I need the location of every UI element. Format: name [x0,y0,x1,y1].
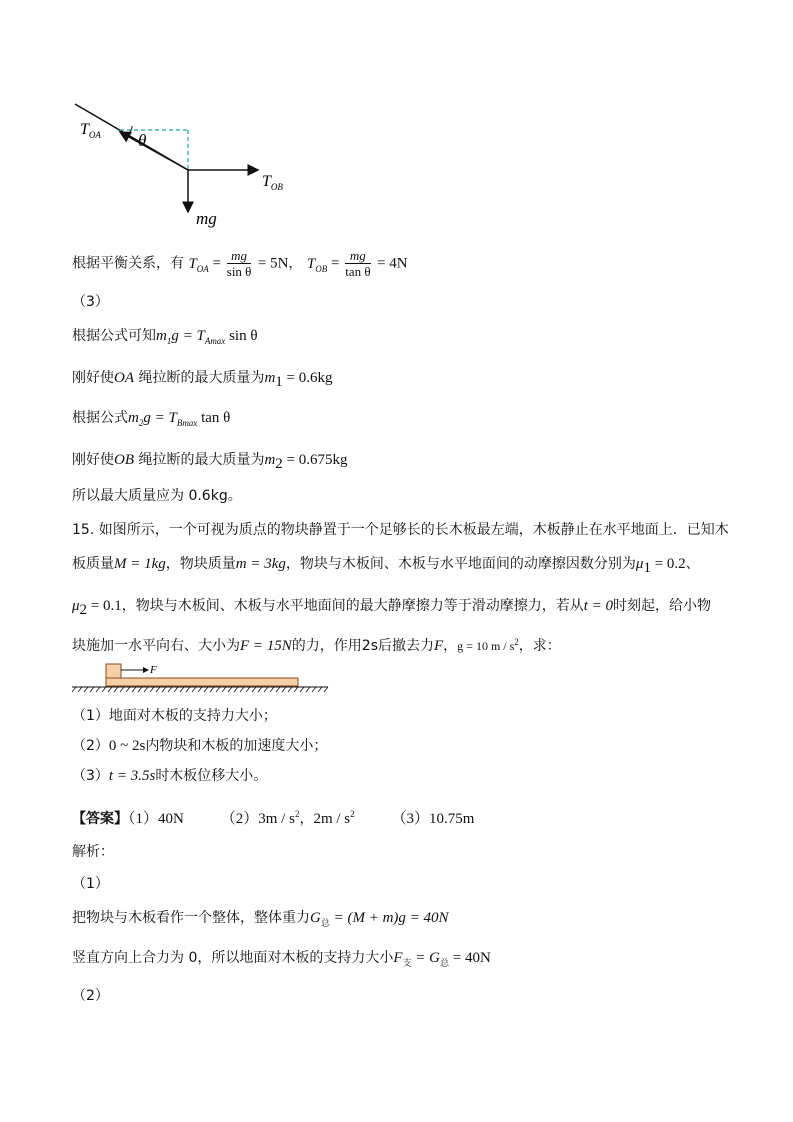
part3-line3: 根据公式$m_2g = T_{Bmax}$ tan θ [72,410,231,428]
q15-line2: 板质量M = 1kg，物块质量m = 3kg，物块与木板间、木板与水平地面间的动摩擦因数分别为$\mu_1 = 0.2$、 [72,556,700,576]
analysis-line2: 竖直方向上合力为 0，所以地面对木板的支持力大小$F_支 = G_总 = 40N$ [72,950,491,969]
q15-sub3: （3）t = 3.5s时木板位移大小。 [72,768,268,784]
q15-line4: 块施加一水平向右、大小为F = 15N的力，作用2s后撤去力F，g = 10 m / $s^2$，求： [72,637,561,654]
mg-label: mg [196,209,217,228]
analysis-title: 解析： [72,844,114,860]
part3-line1: 根据公式可知$m_1g = T_{Amax}$ sin θ [72,328,258,346]
fraction-tob: $\frac{mg}{\text{tan θ}}$ [345,248,371,279]
theta-arc [128,126,132,136]
part3-line5: 所以最大质量应为 0.6kg。 [72,488,242,504]
q15-line3: $\mu_2 = 0.1$，物块与木板间、木板与水平地面间的最大静摩擦力等于滑动摩擦力，若从t = 0时刻起，给小物 [72,598,712,618]
answer-line: 【答案】（1）40N $(2)3m / s^2$，$2m / s^2$ （3）10.75m [72,809,475,827]
fraction-toa: $\frac{mg}{\text{sin θ}}$ [226,248,252,279]
theta-label: θ [138,131,147,150]
force-diagram [70,100,300,235]
q15-sub1: （1）地面对木板的支持力大小； [72,708,277,724]
long-board [106,678,298,686]
analysis-part2-label: （2） [72,988,109,1004]
toa-label: $T_{OA}$ [80,121,101,140]
small-block [106,664,121,678]
tob-label: $T_{OB}$ [262,173,283,192]
part3-line4: 刚好使OB 绳拉断的最大质量为$m_2 = 0.675kg$ [72,452,348,472]
block-board-diagram [70,658,332,694]
analysis-part1-label: （1） [72,876,109,892]
q15-line1: 15. 如图所示，一个可视为质点的物块静置于一个足够长的长木板最左端，木板静止在水平地面上．已知木 [72,522,729,538]
equilibrium-line: 根据平衡关系，有 $T_{OA}$ = $\frac{mg}{\text{sin θ}}$ = 5N， $T_{OB}$ = $\frac{mg}{\text{tan θ}}$ = 4N [72,248,408,279]
force-label: F [150,664,157,676]
part3-line2: 刚好使OA 绳拉断的最大质量为$m_1 = 0.6kg$ [72,370,333,390]
analysis-line1: 把物块与木板看作一个整体，整体重力$G_总 = (M + m)g = 40N$ [72,910,449,929]
q15-sub2: （2）0 ~ 2s内物块和木板的加速度大小； [72,738,328,754]
part3-label: （3） [72,294,109,310]
toa-arrow [120,132,188,170]
